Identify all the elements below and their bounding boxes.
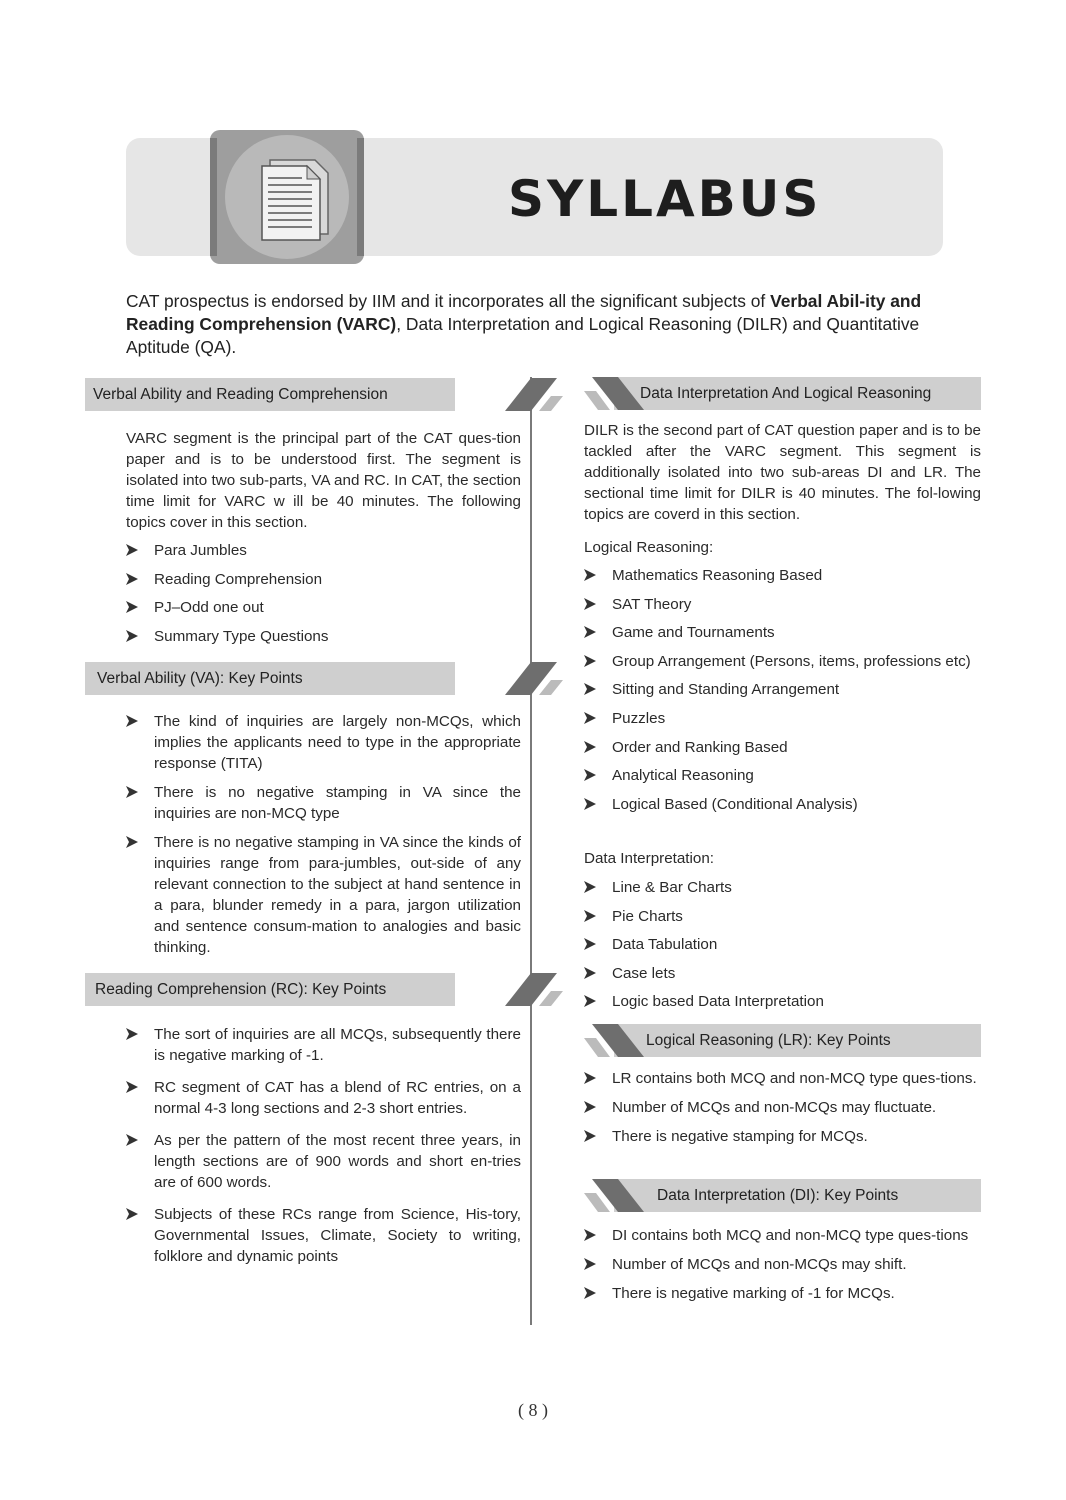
intro-paragraph: CAT prospectus is endorsed by IIM and it incorporates all the significant subjects of Verbal Abil-ity and Reading Comprehension (VARC), Data Interpretation and Logical Reasoning (DILR) and Quantitative Aptitude (QA). — [126, 291, 922, 357]
list-item: Case lets — [584, 963, 981, 984]
arrow-bullet-icon — [584, 1258, 596, 1270]
varc-topic-list — [126, 540, 521, 655]
list-item: Logic based Data Interpretation — [584, 991, 981, 1012]
arrow-bullet-icon — [126, 544, 138, 556]
list-item: Puzzles — [584, 708, 981, 729]
arrow-bullet-icon — [126, 601, 138, 613]
section-heading-varc: Verbal Ability and Reading Comprehension — [85, 378, 480, 411]
arrow-bullet-icon — [126, 1028, 138, 1040]
list-item: Game and Tournaments — [584, 622, 981, 643]
list-item: Data Tabulation — [584, 934, 981, 955]
arrow-bullet-icon — [584, 655, 596, 667]
arrow-bullet-icon — [584, 741, 596, 753]
list-item: Pie Charts — [584, 906, 981, 927]
arrow-bullet-icon — [584, 683, 596, 695]
arrow-bullet-icon — [584, 1229, 596, 1241]
list-item: Para Jumbles — [126, 540, 521, 561]
lr-points-list — [584, 1068, 981, 1155]
arrow-bullet-icon — [126, 630, 138, 642]
list-item: Summary Type Questions — [126, 626, 521, 647]
document-icon — [210, 130, 364, 264]
arrow-bullet-icon — [584, 598, 596, 610]
list-item: As per the pattern of the most recent three years, in length sections are of 900 words and short en-tries are of 600 words. — [126, 1130, 521, 1193]
list-item: Mathematics Reasoning Based — [584, 565, 981, 586]
arrow-bullet-icon — [584, 1130, 596, 1142]
va-points-list — [126, 711, 521, 966]
section-heading-va: Verbal Ability (VA): Key Points — [85, 662, 480, 695]
list-item: Number of MCQs and non-MCQs may shift. — [584, 1254, 981, 1275]
arrow-bullet-icon — [126, 786, 138, 798]
arrow-bullet-icon — [584, 769, 596, 781]
di-points-list — [584, 1225, 981, 1312]
section-heading-rc: Reading Comprehension (RC): Key Points — [85, 973, 480, 1006]
list-item: RC segment of CAT has a blend of RC entries, on a normal 4-3 long sections and 2-3 short entries. — [126, 1077, 521, 1119]
arrow-bullet-icon — [584, 1287, 596, 1299]
list-item: SAT Theory — [584, 594, 981, 615]
list-item: Group Arrangement (Persons, items, professions etc) — [584, 651, 981, 672]
arrow-bullet-icon — [584, 798, 596, 810]
page-title: SYLLABUS — [508, 170, 822, 228]
arrow-bullet-icon — [584, 910, 596, 922]
list-item: There is negative marking of -1 for MCQs. — [584, 1283, 981, 1304]
arrow-bullet-icon — [584, 626, 596, 638]
list-item: Analytical Reasoning — [584, 765, 981, 786]
page-number: ( 8 ) — [518, 1400, 548, 1420]
arrow-bullet-icon — [126, 1081, 138, 1093]
arrow-bullet-icon — [126, 715, 138, 727]
arrow-bullet-icon — [126, 1208, 138, 1220]
section-heading-lr: Logical Reasoning (LR): Key Points — [584, 1024, 981, 1057]
arrow-bullet-icon — [126, 573, 138, 585]
list-item: Order and Ranking Based — [584, 737, 981, 758]
section-heading-dilr: Data Interpretation And Logical Reasoning — [584, 377, 981, 410]
list-item: There is no negative stamping in VA since the kinds of inquiries range from para-jumbles, out-side of any relevant connection to the subject at hand sentence in a para, blunder remedy in a para, jargon utilization and sentence consum-mation to analogies and basic thinking. — [126, 832, 521, 958]
list-item: Sitting and Standing Arrangement — [584, 679, 981, 700]
list-item: Logical Based (Conditional Analysis) — [584, 794, 981, 815]
list-item: Subjects of these RCs range from Science, His-tory, Governmental Issues, Climate, Society to writing, folklore and dynamic points — [126, 1204, 521, 1267]
list-item: LR contains both MCQ and non-MCQ type ques-tions. — [584, 1068, 981, 1089]
arrow-bullet-icon — [584, 967, 596, 979]
di-subheading: Data Interpretation: — [584, 850, 715, 867]
rc-points-list — [126, 1024, 521, 1278]
arrow-bullet-icon — [584, 938, 596, 950]
arrow-bullet-icon — [126, 1134, 138, 1146]
arrow-bullet-icon — [584, 1101, 596, 1113]
list-item: DI contains both MCQ and non-MCQ type ques-tions — [584, 1225, 981, 1246]
list-item: Number of MCQs and non-MCQs may fluctuate. — [584, 1097, 981, 1118]
list-item: There is no negative stamping in VA since the inquiries are non-MCQ type — [126, 782, 521, 824]
dilr-paragraph: DILR is the second part of CAT question paper and is to be tackled after the VARC segment. This segment is additionally isolated into two sub-areas DI and LR. The sectional time limit for DILR is 40 minutes. The fol-lowing topics are coverd in this section. — [584, 422, 981, 523]
list-item: There is negative stamping for MCQs. — [584, 1126, 981, 1147]
list-item: PJ–Odd one out — [126, 597, 521, 618]
arrow-bullet-icon — [126, 836, 138, 848]
list-item: Line & Bar Charts — [584, 877, 981, 898]
arrow-bullet-icon — [584, 881, 596, 893]
column-divider — [530, 377, 532, 1325]
list-item: Reading Comprehension — [126, 569, 521, 590]
varc-paragraph: VARC segment is the principal part of the CAT ques-tion paper and is to be understood first. The segment is isolated into two sub-parts, VA and RC. In CAT, the section time limit for VARC w ill be 40 minutes. The following topics cover in this section. — [126, 430, 521, 531]
arrow-bullet-icon — [584, 569, 596, 581]
section-heading-di: Data Interpretation (DI): Key Points — [584, 1179, 981, 1212]
arrow-bullet-icon — [584, 1072, 596, 1084]
list-item: The kind of inquiries are largely non-MCQs, which implies the applicants need to type in the appropriate response (TITA) — [126, 711, 521, 774]
list-item: The sort of inquiries are all MCQs, subsequently there is negative marking of -1. — [126, 1024, 521, 1066]
lr-topic-list — [584, 565, 981, 822]
arrow-bullet-icon — [584, 712, 596, 724]
arrow-bullet-icon — [584, 995, 596, 1007]
lr-subheading: Logical Reasoning: — [584, 539, 714, 556]
di-topic-list — [584, 877, 981, 1020]
